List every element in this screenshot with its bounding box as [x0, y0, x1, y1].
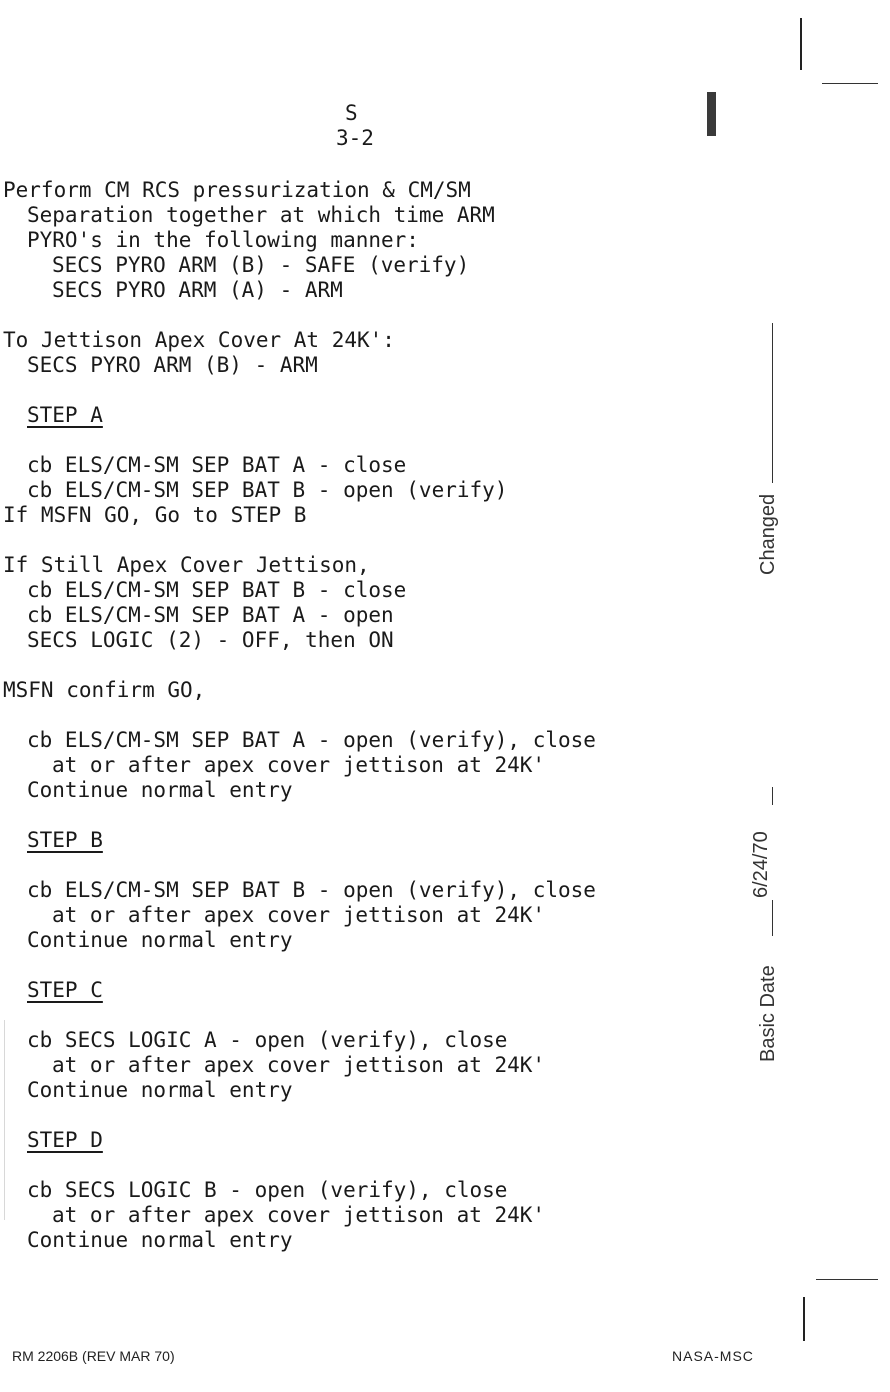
blank-line	[3, 303, 596, 328]
blank-line	[3, 528, 596, 553]
procedure-line	[3, 203, 596, 228]
procedure-line	[3, 628, 596, 653]
procedure-line	[3, 1203, 596, 1228]
procedure-line	[3, 603, 596, 628]
blank-line	[3, 1153, 596, 1178]
procedure-text	[3, 178, 596, 1253]
procedure-line-text: at or after apex cover jettison at 24K'	[52, 1203, 546, 1227]
procedure-line-text: cb ELS/CM-SM SEP BAT B - open (verify), close	[27, 878, 596, 902]
procedure-line	[3, 553, 596, 578]
procedure-line-text: cb SECS LOGIC B - open (verify), close	[27, 1178, 508, 1202]
procedure-line-text: To Jettison Apex Cover At 24K':	[3, 328, 395, 352]
procedure-line-text: Continue normal entry	[27, 928, 293, 952]
form-number: RM 2206B (REV MAR 70)	[12, 1348, 175, 1364]
basic-date-label: Basic Date	[757, 965, 779, 1062]
procedure-line	[3, 678, 596, 703]
procedure-line-text: cb ELS/CM-SM SEP BAT A - open	[27, 603, 394, 627]
procedure-line	[3, 228, 596, 253]
procedure-line	[3, 328, 596, 353]
procedure-line	[3, 1228, 596, 1253]
procedure-line-text: Continue normal entry	[27, 778, 293, 802]
procedure-line	[3, 928, 596, 953]
step-heading-text: STEP B	[27, 828, 103, 852]
changed-signature-line	[772, 323, 773, 483]
procedure-line	[3, 253, 596, 278]
procedure-line-text: Continue normal entry	[27, 1078, 293, 1102]
step-heading	[3, 403, 596, 428]
procedure-line-text: at or after apex cover jettison at 24K'	[52, 903, 546, 927]
procedure-line	[3, 353, 596, 378]
page-number: 3-2	[336, 126, 374, 150]
procedure-line-text: SECS PYRO ARM (A) - ARM	[52, 278, 343, 302]
blank-line	[3, 703, 596, 728]
procedure-line	[3, 778, 596, 803]
procedure-line-text: at or after apex cover jettison at 24K'	[52, 1053, 546, 1077]
procedure-line	[3, 178, 596, 203]
procedure-line-text: cb ELS/CM-SM SEP BAT B - close	[27, 578, 407, 602]
procedure-line	[3, 278, 596, 303]
procedure-line-text: cb SECS LOGIC A - open (verify), close	[27, 1028, 508, 1052]
procedure-line-text: at or after apex cover jettison at 24K'	[52, 753, 546, 777]
step-heading	[3, 978, 596, 1003]
blank-line	[3, 853, 596, 878]
procedure-line-text: SECS LOGIC (2) - OFF, then ON	[27, 628, 394, 652]
blank-line	[3, 803, 596, 828]
blank-line	[3, 953, 596, 978]
blank-line	[3, 1003, 596, 1028]
bottom-right-corner-rule	[816, 1279, 878, 1280]
step-heading	[3, 828, 596, 853]
step-heading-text: STEP C	[27, 978, 103, 1002]
change-bar	[707, 92, 716, 136]
basic-date-line-lower	[772, 900, 773, 936]
blank-line	[3, 428, 596, 453]
procedure-line	[3, 753, 596, 778]
procedure-line	[3, 1028, 596, 1053]
blank-line	[3, 653, 596, 678]
procedure-line	[3, 1178, 596, 1203]
top-right-corner-mark	[800, 18, 802, 70]
procedure-line	[3, 478, 596, 503]
procedure-line-text: cb ELS/CM-SM SEP BAT B - open (verify)	[27, 478, 508, 502]
procedure-line-text: cb ELS/CM-SM SEP BAT A - open (verify), close	[27, 728, 596, 752]
procedure-line	[3, 728, 596, 753]
procedure-line-text: MSFN confirm GO,	[3, 678, 206, 702]
section-letter: S	[345, 101, 358, 125]
agency-label: NASA-MSC	[672, 1348, 754, 1364]
procedure-line-text: Perform CM RCS pressurization & CM/SM	[3, 178, 471, 202]
procedure-line	[3, 503, 596, 528]
procedure-line	[3, 578, 596, 603]
procedure-line	[3, 878, 596, 903]
procedure-line	[3, 903, 596, 928]
basic-date-value: 6/24/70	[750, 831, 772, 898]
procedure-line	[3, 453, 596, 478]
top-right-corner-rule	[822, 83, 878, 84]
procedure-line	[3, 1078, 596, 1103]
bottom-right-corner-mark	[803, 1297, 805, 1341]
procedure-line	[3, 1053, 596, 1078]
procedure-line-text: Separation together at which time ARM	[27, 203, 495, 227]
step-heading	[3, 1128, 596, 1153]
procedure-line-text: SECS PYRO ARM (B) - SAFE (verify)	[52, 253, 470, 277]
changed-label: Changed	[757, 493, 779, 575]
procedure-line-text: Continue normal entry	[27, 1228, 293, 1252]
blank-line	[3, 1103, 596, 1128]
basic-date-line-upper	[772, 787, 773, 805]
procedure-line-text: PYRO's in the following manner:	[27, 228, 419, 252]
step-heading-text: STEP D	[27, 1128, 103, 1152]
step-heading-text: STEP A	[27, 403, 103, 427]
procedure-line-text: SECS PYRO ARM (B) - ARM	[27, 353, 318, 377]
procedure-line-text: If MSFN GO, Go to STEP B	[3, 503, 307, 527]
procedure-line-text: cb ELS/CM-SM SEP BAT A - close	[27, 453, 407, 477]
blank-line	[3, 378, 596, 403]
procedure-line-text: If Still Apex Cover Jettison,	[3, 553, 370, 577]
